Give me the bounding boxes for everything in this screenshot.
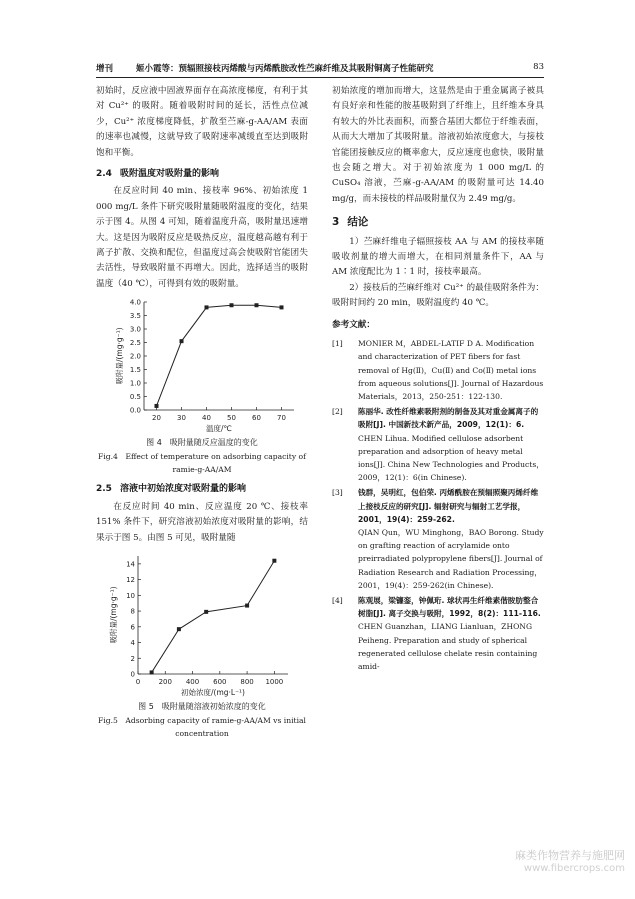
section-heading-3 [332, 215, 544, 230]
y-tick-label: 0.0 [129, 406, 141, 415]
y-tick-label: 0 [130, 670, 135, 679]
data-point [230, 304, 234, 308]
reference-text-cn: 陈丽华. 改性纤维素吸附剂的制备及其对重金属离子的吸附[J]. 中国新技术新产品，2009，12(1)：6. [358, 407, 539, 430]
section-title: 溶液中初始浓度对吸附量的影响 [119, 484, 246, 495]
data-point [150, 670, 154, 674]
reference-number: [4] [332, 595, 343, 605]
x-tick-label: 200 [158, 677, 172, 686]
reference-text-cn: 陈观展，梁镰銮，钟佩珩. 球状再生纤维素偕胺肪整合树脂[J]. 离子交换与吸附，1992，8(2)：111-116. [358, 595, 541, 619]
x-axis-label: 初始浓度/(mg·L⁻¹) [181, 687, 245, 697]
reference-text-en: QIAN Qun，WU Minghong，BAO Borong. Study on grafting reaction of acrylamide onto preirradiated polypropylene fibers[J]. Journal of Radiation Research and Radiation Processing，2001，19(4)：259-262(in Chinese). [358, 527, 544, 590]
data-point [177, 627, 181, 631]
left-column [96, 84, 308, 740]
x-tick-label: 1000 [265, 677, 284, 686]
y-tick-label: 1.0 [129, 379, 141, 388]
y-tick-label: 4 [130, 638, 135, 647]
reference-item [332, 405, 544, 484]
data-point [204, 610, 208, 614]
x-tick-label: 20 [152, 414, 161, 423]
watermark-url: www.fibercrops.com [523, 863, 625, 874]
section-title: 结论 [347, 216, 369, 229]
data-point [280, 306, 284, 310]
y-tick-label: 10 [126, 591, 135, 600]
section-heading-2-5 [96, 482, 308, 497]
watermark-text: 麻类作物营养与施肥网 [515, 849, 625, 862]
references-heading: 参考文献： [332, 319, 375, 330]
figure-5-caption-cn: 图 5 吸附量随溶液初始浓度的变化 [138, 701, 266, 711]
y-tick-label: 2.0 [129, 352, 141, 361]
issue-tag: 增刊 [96, 64, 114, 74]
y-tick-label: 2.5 [129, 339, 141, 348]
reference-number: [1] [332, 339, 343, 349]
reference-text-cn: 钱群，吴明红，包伯荣. 丙烯酰胺在预辐照聚丙烯纤维上接枝反应的研究[J]. 辐射研究与辐射工艺学报，2001，19(4)：259-262. [358, 488, 539, 524]
x-tick-label: 60 [252, 414, 261, 423]
page-number: 83 [533, 62, 544, 72]
section-heading-2-4 [96, 167, 308, 182]
section-number: 3 [332, 216, 340, 229]
reference-number: [2] [332, 407, 343, 417]
x-tick-label: 50 [227, 414, 236, 423]
figure-4-caption-cn: 图 4 吸附量随反应温度的变化 [146, 438, 258, 448]
x-axis-label: 温度/℃ [206, 424, 232, 434]
data-point [180, 339, 184, 343]
y-axis-label: 吸附量/(mg·g⁻¹) [109, 586, 118, 644]
right-column [332, 84, 544, 675]
conclusion-1: 1）苎麻纤维电子辐照接枝 AA 与 AM 的接枝率随吸收剂量的增大而增大，在相同剂量条件下，AA 与 AM 浓度配比为 1∶1 时，接枝率最高。 [332, 236, 544, 278]
figure-5-caption-en: Fig.5 Adsorbing capacity of ramie-g-AA/AM vs initial concentration [98, 715, 306, 738]
conclusion-2: 2）接枝后的苎麻纤维对 Cu²⁺ 的最佳吸附条件为：吸附时间约 20 min，吸附温度约 40 ℃。 [332, 282, 544, 309]
x-tick-label: 30 [177, 414, 186, 423]
figure-5-chart [96, 550, 308, 700]
y-tick-label: 8 [130, 607, 135, 616]
header-rule [96, 77, 544, 78]
x-tick-label: 600 [213, 677, 227, 686]
paragraph: 初始时，反应液中固液界面存在高浓度梯度，有利于其对 Cu²⁺ 的吸附。随着吸附时间的延长，活性点位减少，Cu²⁺ 浓度梯度降低，扩散至苎麻-g-AA/AM 表面的速率也减慢，这就导致了吸附速率减缓直至达到吸附饱和平衡。 [96, 86, 308, 158]
paragraph: 在反应时间 40 min、反应温度 20 ℃、接枝率 151% 条件下，研究溶液初始浓度对吸附量的影响，结果示于图 5。由图 5 可见，吸附量随 [96, 501, 308, 543]
data-point [272, 559, 276, 563]
x-tick-label: 0 [135, 677, 141, 686]
figure-5 [96, 550, 308, 740]
data-point [255, 304, 259, 308]
reference-item [332, 337, 544, 403]
series-line [157, 306, 282, 407]
data-point [245, 603, 249, 607]
running-title: 姬小霞等：预辐照接枝丙烯酸与丙烯酰胺改性苎麻纤维及其吸附铜离子性能研究 [136, 64, 434, 74]
figure-4-chart [96, 296, 308, 436]
x-tick-label: 40 [202, 414, 211, 423]
section-title: 吸附温度对吸附量的影响 [119, 169, 219, 180]
x-tick-label: 70 [277, 414, 286, 423]
y-axis-label: 吸附量/(mg·g⁻¹) [115, 327, 124, 385]
reference-text-en: CHEN Guanzhan，LIANG Lianluan，ZHONG Peiheng. Preparation and study of spherical regenerated cellulose chelate resin containing amid- [358, 622, 538, 671]
y-tick-label: 1.5 [129, 366, 141, 375]
reference-item [332, 486, 544, 592]
running-header [96, 62, 544, 76]
y-tick-label: 12 [126, 576, 135, 585]
y-tick-label: 0.5 [129, 393, 141, 402]
paragraph: 在反应时间 40 min、接枝率 96%、初始浓度 1 000 mg/L 条件下研究吸附量随吸附温度的变化，结果示于图 4。从图 4 可知，随着温度升高，吸附量迅速增大。这是因为吸附反应是吸热反应，温度越高越有利于离子扩散、交换和配位，但温度过高会使吸附官能团失去活性，导致吸附量不再增大。因此，选择适当的吸附温度（40 ℃），可得到有效的吸附量。 [96, 186, 308, 289]
section-number: 2.4 [96, 169, 112, 180]
data-point [205, 306, 209, 310]
reference-item [332, 594, 544, 673]
reference-number: [3] [332, 488, 343, 498]
y-tick-label: 6 [130, 623, 135, 632]
figure-4 [96, 296, 308, 476]
x-tick-label: 800 [240, 677, 254, 686]
y-tick-label: 4.0 [129, 298, 141, 307]
site-watermark [495, 849, 625, 875]
data-point [155, 404, 159, 408]
y-tick-label: 3.0 [129, 325, 141, 334]
paragraph: 初始浓度的增加而增大，这显然是由于重金属离子被具有良好亲和性能的胺基吸附到了纤维上，且纤维本身具有较大的外比表面积，而螯合基团大都位于纤维表面，从而大大增加了其吸附量。溶液初始浓度愈大，与接枝官能团接触反应的概率愈大，反应速度也愈快，吸附量也会随之增大。对于初始浓度为 1 000 mg/L 的 CuSO₄ 溶液，苎麻-g-AA/AM 的吸附量可达 14.40 mg/g，而未接枝的样品吸附量仅为 2.49 mg/g。 [332, 86, 544, 204]
y-tick-label: 14 [126, 560, 135, 569]
series-line [152, 561, 275, 673]
reference-text-en: CHEN Lihua. Modified cellulose adsorbent preparation and adsorption of heavy metal ions[J]. China New Technologies and Products，2009，12(1)：6(in Chinese). [358, 433, 544, 483]
section-number: 2.5 [96, 484, 112, 495]
reference-text: MONIER M，ABDEL-LATIF D A. Modification and characterization of PET fibers for fast removal of Hg(Ⅱ)，Cu(Ⅱ) and Co(Ⅱ) metal ions from aqueous solutions[J]. Journal of Hazardous Materials，2013，250-251：122-130. [358, 339, 544, 401]
figure-4-caption-en: Fig.4 Effect of temperature on adsorbing capacity of ramie-g-AA/AM [98, 452, 306, 475]
y-tick-label: 2 [130, 654, 135, 663]
y-tick-label: 3.5 [129, 312, 141, 321]
x-tick-label: 400 [185, 677, 200, 686]
